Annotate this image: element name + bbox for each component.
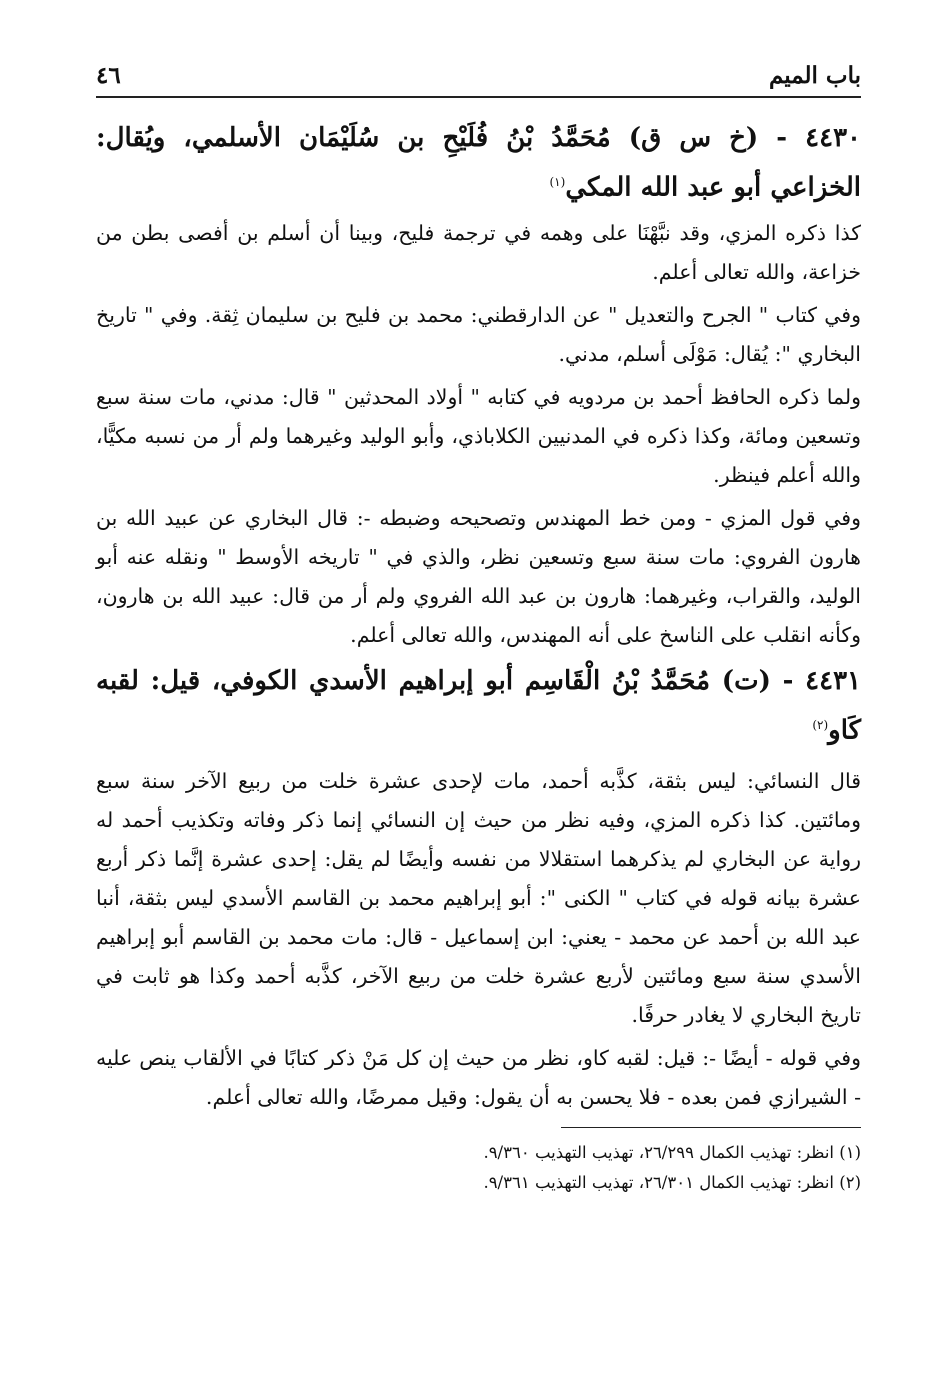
paragraph: قال النسائي: ليس بثقة، كذَّبه أحمد، مات لإحدى عشرة خلت من ربيع الآخر سنة سبع ومائتين. كذا ذكره المزي، وفيه نظر من حيث إن النسائي إنما ذكر وفاته وتكذيب أحمد له رواية عن البخاري لم يذكرهما استقلالا من نفسه وأيضًا لم يقل: إحدى عشرة إنَّما ذكر أربع عشرة بيانه قوله في كتاب " الكنى ": أبو إبراهيم محمد بن القاسم الأسدي ليس بثقة، أنبا عبد الله بن أحمد عن محمد - يعني: ابن إسماعيل - قال: مات محمد بن القاسم أبو إبراهيم الأسدي سنة سبع ومائتين لأربع عشرة خلت من ربيع الآخر، كذَّبه أحمد وكذا هو ثابت في تاريخ البخاري لا يغادر حرفًا. [96, 769, 861, 1028]
paragraph: ولما ذكره الحافظ أحمد بن مردويه في كتابه " أولاد المحدثين " قال: مدني، مات سنة سبع وتسعين ومائة، وكذا ذكره في المدنيين الكلاباذي، وأبو الوليد وغيرهما ولم أر من نسبه مكيًّا، والله أعلم فينظر. [96, 384, 861, 487]
paragraph: كذا ذكره المزي، وقد نبَّهْنَا على وهمه في ترجمة فليح، وبينا أن أسلم بن أفصى بطن من خزاعة، والله تعالى أعلم. [96, 220, 861, 284]
footnote-marker: (٢) [812, 717, 829, 732]
paragraph: وفي قوله - أيضًا -: قيل: لقبه كاو، نظر من حيث إن كل مَنْ ذكر كتابًا في الألقاب ينص عليه - الشيرازي فمن بعده - فلا يحسن به أن يقول: وقيل ممرضًا، والله تعالى أعلم. [96, 1046, 861, 1110]
book-page [96, 56, 861, 1346]
page-number: ٤٦ [96, 62, 121, 89]
page-body [96, 116, 861, 1198]
footnote-2: (٢) انظر: تهذيب الكمال ٢٦/٣٠١، تهذيب التهذيب ٩/٣٦١. [483, 1173, 861, 1193]
footnote-1: (١) انظر: تهذيب الكمال ٢٦/٢٩٩، تهذيب التهذيب ٩/٣٦٠. [483, 1143, 861, 1163]
entry-heading-4431 [96, 659, 861, 753]
footnote-marker: (١) [549, 175, 566, 189]
entry-heading-text: ٤٤٣١ - (ت) مُحَمَّدُ بْنُ الْقَاسِم أبو إبراهيم الأسدي الكوفي، قيل: لقبه كَاو [96, 665, 861, 746]
chapter-title: باب الميم [768, 62, 861, 89]
entry-heading-text: ٤٤٣٠ - (خ س ق) مُحَمَّدُ بْنُ فُلَيْحِ بن سُلَيْمَان الأسلمي، ويُقال: الخزاعي أبو عبد الله المكي [96, 123, 861, 203]
entry-heading-4430 [96, 116, 861, 210]
paragraph: وفي قول المزي - ومن خط المهندس وتصحيحه وضبطه -: قال البخاري عن عبيد الله بن هارون الفروي: مات سنة سبع وتسعين نظر، والذي في " تاريخه الأوسط " ونقله عنه أبو الوليد، والقراب، وغيرهما: هارون بن عبد الله الفروي ولم أر من قال: عبيد الله بن هارون، وكأنه انقلب على الناسخ على أنه المهندس، والله تعالى أعلم. [96, 505, 861, 647]
running-header [96, 56, 861, 98]
footnote-divider [561, 1127, 861, 1128]
paragraph: وفي كتاب " الجرح والتعديل " عن الدارقطني: محمد بن فليح بن سليمان ثِقة. وفي " تاريخ البخاري ": يُقال: مَوْلَى أسلم، مدني. [96, 302, 861, 366]
